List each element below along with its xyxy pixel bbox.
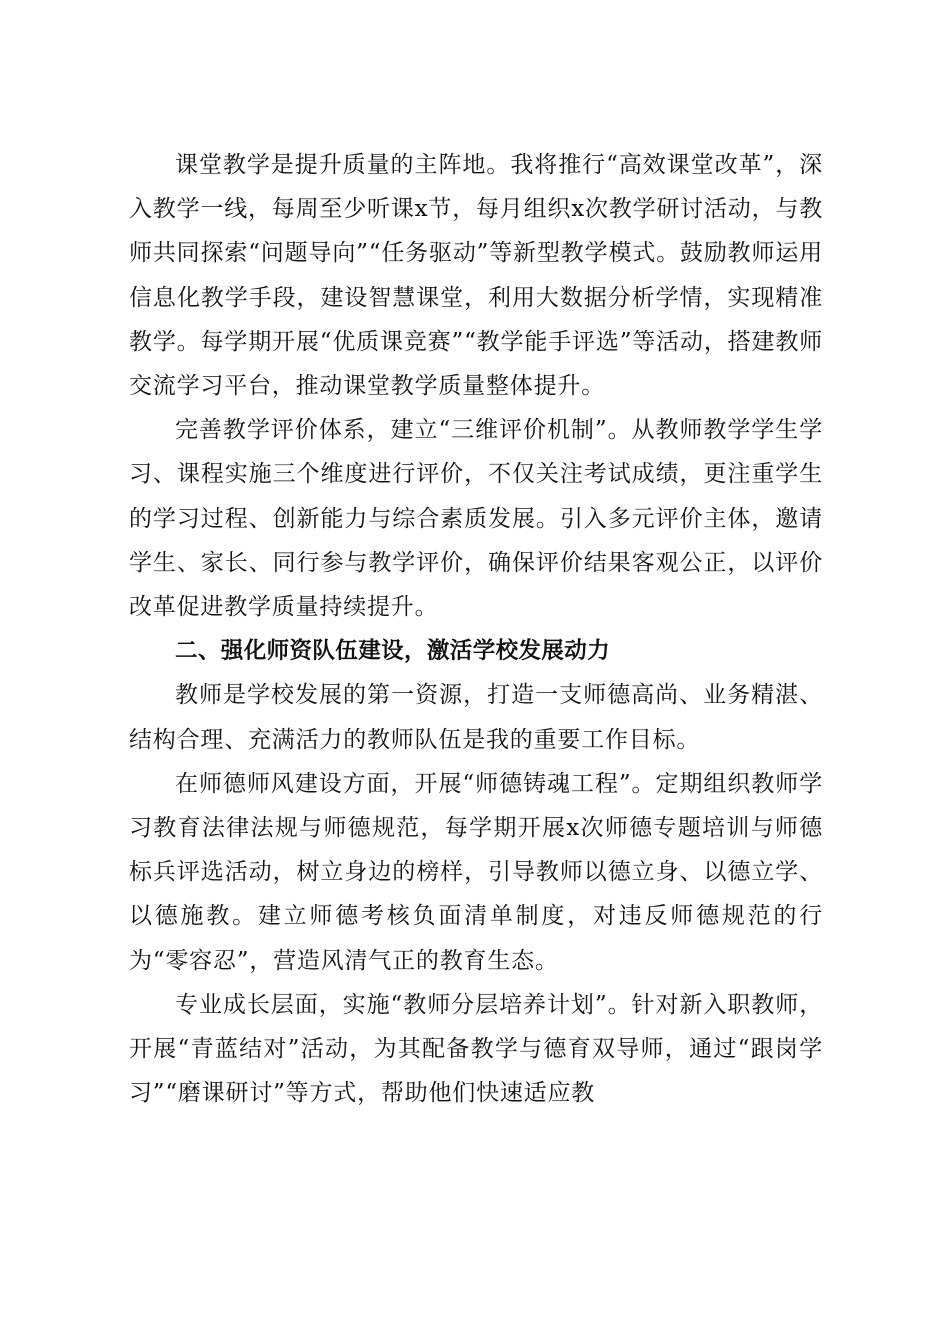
paragraph-evaluation-system: 完善教学评价体系，建立“三维评价机制”。从教师教学学生学习、课程实施三个维度进行评价，不仅关注考试成绩，更注重学生的学习过程、创新能力与综合素质发展。引入多元评价主体，邀请学生、家长、同行参与教学评价，确保评价结果客观公正，以评价改革促进教学质量持续提升。 bbox=[129, 417, 823, 621]
paragraph-professional-growth: 专业成长层面，实施“教师分层培养计划”。针对新入职教师，开展“青蓝结对”活动，为其配备教学与德育双导师，通过“跟岗学习”“磨课研讨”等方式，帮助他们快速适应教 bbox=[129, 991, 823, 1107]
document-body bbox=[129, 143, 823, 1115]
paragraph-teacher-ethics: 在师德师风建设方面，开展“师德铸魂工程”。定期组织教师学习教育法律法规与师德规范，每学期开展x次师德专题培训与师德标兵评选活动，树立身边的榜样，引导教师以德立身、以德立学、以德施教。建立师德考核负面清单制度，对违反师德规范的行为“零容忍”，营造风清气正的教育生态。 bbox=[129, 770, 823, 974]
section-heading: 二、强化师资队伍建设，激活学校发展动力 bbox=[175, 638, 611, 665]
paragraph-teacher-resource: 教师是学校发展的第一资源，打造一支师德高尚、业务精湛、结构合理、充满活力的教师队伍是我的重要工作目标。 bbox=[129, 682, 823, 753]
paragraph-classroom-teaching: 课堂教学是提升质量的主阵地。我将推行“高效课堂改革”，深入教学一线，每周至少听课x节，每月组织x次教学研讨活动，与教师共同探索“问题导向”“任务驱动”等新型教学模式。鼓励教师运用信息化教学手段，建设智慧课堂，利用大数据分析学情，实现精准教学。每学期开展“优质课竞赛”“教学能手评选”等活动，搭建教师交流学习平台，推动课堂教学质量整体提升。 bbox=[129, 152, 823, 400]
